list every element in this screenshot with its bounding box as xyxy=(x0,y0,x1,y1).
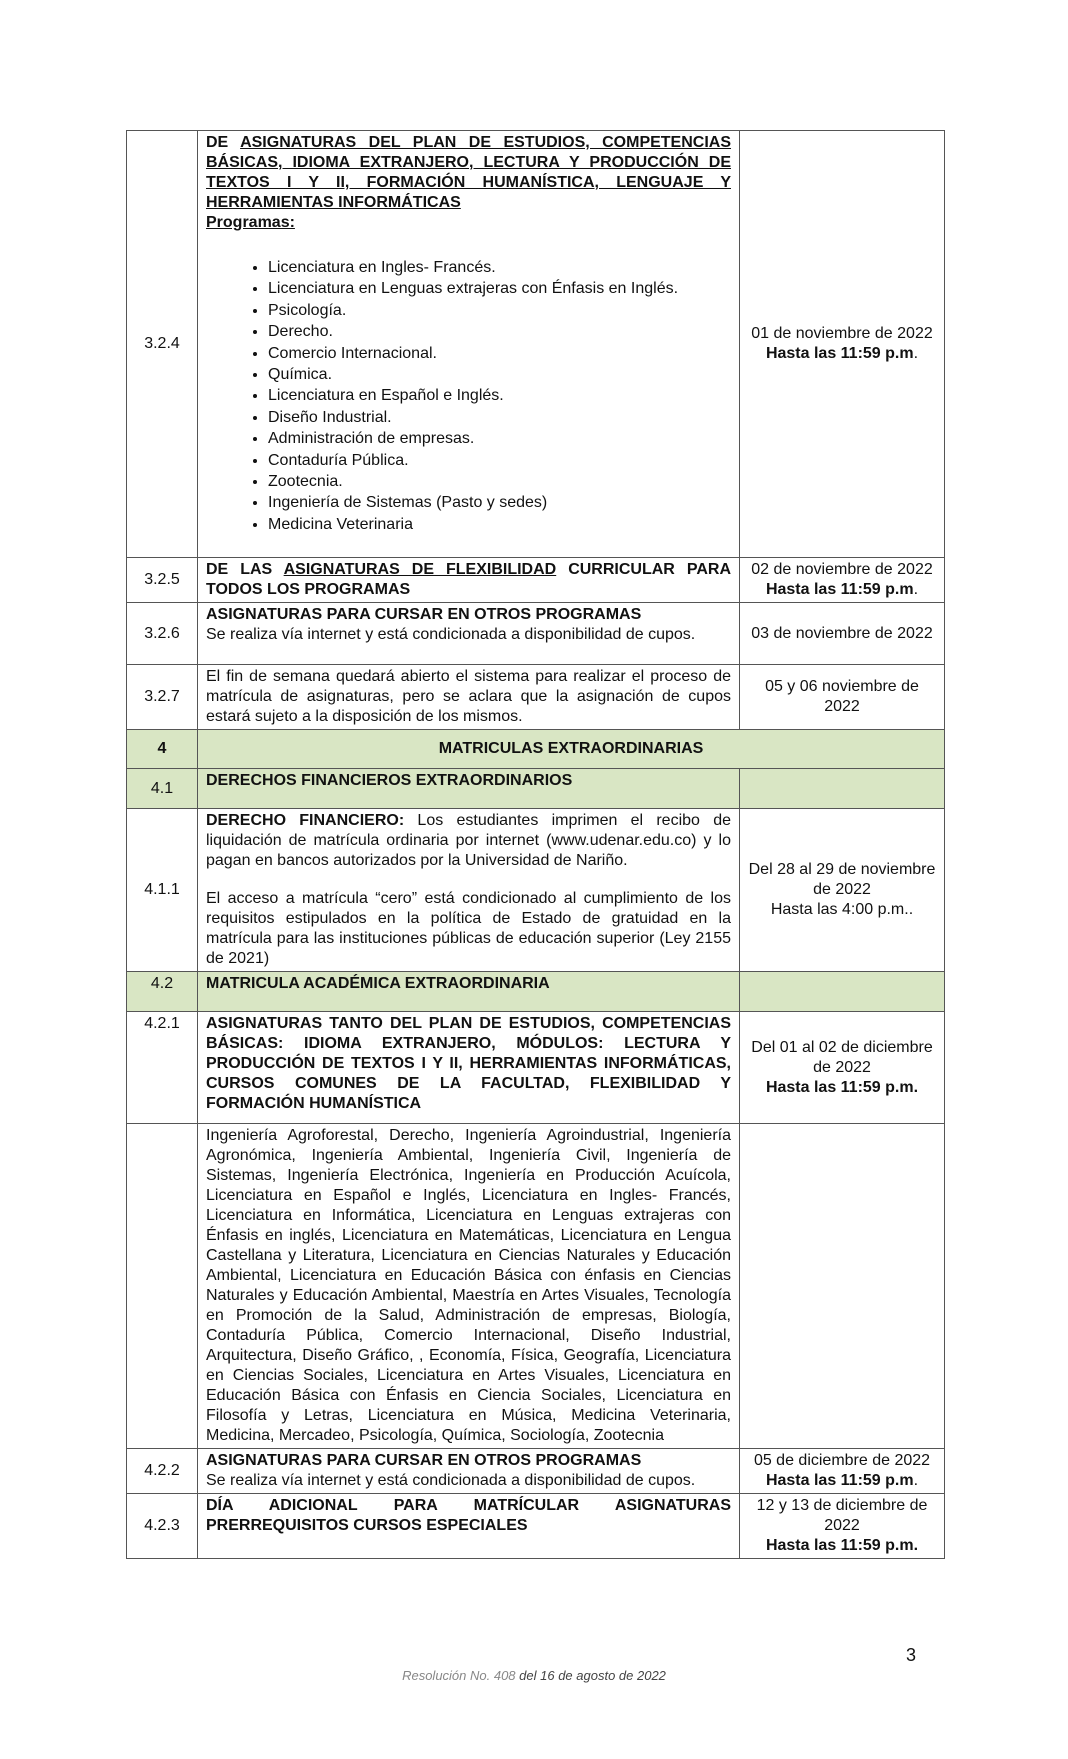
subsection-title: DERECHOS FINANCIEROS EXTRAORDINARIOS xyxy=(198,769,740,809)
list-item: • Zootecnia. xyxy=(268,471,731,492)
heading-underlined: ASIGNATURAS DE FLEXIBILIDAD xyxy=(283,561,557,579)
section-title: MATRICULAS EXTRAORDINARIAS xyxy=(198,730,945,769)
row-date: 05 de diciembre de 2022 Hasta las 11:59 p.m. xyxy=(740,1449,945,1494)
list-item: • Diseño Industrial. xyxy=(268,407,731,428)
subsection-code: 4.2 xyxy=(127,972,198,1012)
page-number: 3 xyxy=(906,1645,917,1665)
row-date xyxy=(740,809,945,972)
list-item: • Administración de empresas. xyxy=(268,428,731,449)
row-date xyxy=(740,1012,945,1124)
date-line: Del 01 al 02 de diciembre de 2022 xyxy=(751,1038,933,1076)
heading-underlined: ASIGNATURAS DEL PLAN DE ESTUDIOS, COMPETENCIAS BÁSICAS, IDIOMA EXTRANJERO, LECTURA Y PRODUCCIÓN DE TEXTOS I Y II, FORMACIÓN HUMANÍSTICA, LENGUAJE Y HERRAMIENTAS INFORMÁTICAS xyxy=(206,134,732,211)
row-heading: ASIGNATURAS TANTO DEL PLAN DE ESTUDIOS, COMPETENCIAS BÁSICAS: IDIOMA EXTRANJERO, MÓDULOS: LECTURA Y PRODUCCIÓN DE TEXTOS I Y II, HERRAMIENTAS INFORMÁTICAS, CURSOS COMUNES DE LA FACULTAD, FLEXIBILIDAD Y FORMACIÓN HUMANÍSTICA xyxy=(198,1012,740,1124)
date-line: 02 de noviembre de 2022 xyxy=(751,561,933,579)
section-code: 4 xyxy=(127,730,198,769)
row-description xyxy=(198,603,740,665)
row-code: 3.2.7 xyxy=(127,665,198,730)
row-code: 4.2.2 xyxy=(127,1449,198,1494)
subsection-row xyxy=(127,972,945,1012)
table-row xyxy=(127,809,945,972)
date-deadline: Hasta las 11:59 p.m xyxy=(765,345,914,363)
page-footer xyxy=(0,1668,1068,1683)
date-deadline: Hasta las 4:00 p.m.. xyxy=(770,901,914,919)
row-heading: ASIGNATURAS PARA CURSAR EN OTROS PROGRAMAS xyxy=(206,606,642,624)
table-row xyxy=(127,1012,945,1124)
row-date: 05 y 06 noviembre de 2022 xyxy=(740,665,945,730)
empty-cell xyxy=(740,972,945,1012)
list-item: • Ingeniería de Sistemas (Pasto y sedes) xyxy=(268,492,731,513)
subsection-row xyxy=(127,769,945,809)
date-line: 12 y 13 de diciembre de 2022 xyxy=(756,1497,928,1535)
footer-date: del 16 de agosto de 2022 xyxy=(515,1668,666,1683)
row-text: Se realiza vía internet y está condicionada a disponibilidad de cupos. xyxy=(206,1472,696,1490)
date-line: 01 de noviembre de 2022 xyxy=(751,325,933,343)
schedule-table xyxy=(126,130,945,1559)
table-row xyxy=(127,1124,945,1449)
subsection-code: 4.1 xyxy=(127,769,198,809)
date-deadline: Hasta las 11:59 p.m. xyxy=(765,1078,919,1096)
heading-prefix: DE xyxy=(206,134,241,151)
row-code: 4.2.1 xyxy=(127,1012,198,1124)
subsection-title: MATRICULA ACADÉMICA EXTRAORDINARIA xyxy=(198,972,740,1012)
row-code: 4.1.1 xyxy=(127,809,198,972)
row-text: El fin de semana quedará abierto el sistema para realizar el proceso de matrícula de asignaturas, pero se aclara que la asignación de cupos estará sujeto a la disposición de los mismos. xyxy=(198,665,740,730)
date-deadline: Hasta las 11:59 p.m xyxy=(765,1472,914,1490)
list-item: • Licenciatura en Español e Inglés. xyxy=(268,385,731,406)
list-item: • Medicina Veterinaria xyxy=(268,514,731,535)
list-item: • Psicología. xyxy=(268,300,731,321)
date-deadline: Hasta las 11:59 p.m. xyxy=(765,1537,919,1555)
row-description xyxy=(198,131,740,558)
table-row xyxy=(127,1449,945,1494)
row-label: DERECHO FINANCIERO: xyxy=(206,812,405,830)
empty-cell xyxy=(127,1124,198,1449)
row-description xyxy=(198,1449,740,1494)
list-item: • Licenciatura en Ingles- Francés. xyxy=(268,257,731,278)
section-row xyxy=(127,730,945,769)
row-description: DE LAS ASIGNATURAS DE FLEXIBILIDAD CURRICULAR PARA TODOS LOS PROGRAMAS xyxy=(198,558,740,603)
row-description xyxy=(198,809,740,972)
list-item: • Licenciatura en Lenguas extrajeras con Énfasis en Inglés. xyxy=(268,278,731,299)
empty-cell xyxy=(740,1124,945,1449)
list-item: • Comercio Internacional. xyxy=(268,343,731,364)
row-code: 3.2.4 xyxy=(127,131,198,558)
footer-resolution: Resolución No. 408 xyxy=(402,1668,516,1683)
list-item: • Contaduría Pública. xyxy=(268,450,731,471)
programs-paragraph: Ingeniería Agroforestal, Derecho, Ingeniería Agroindustrial, Ingeniería Agronómica, Ingeniería Ambiental, Ingeniería Civil, Ingeniería de Sistemas, Ingeniería Electrónica, Ingeniería en Producción Acuícola, Licenciatura en Español e Inglés, Licenciatura en Ingles- Francés, Licenciatura en Informática, Licenciatura en Lenguas extrajeras con Énfasis en inglés, Licenciatura en Matemáticas, Licenciatura en Lengua Castellana y Literatura, Licenciatura en Ciencias Naturales y Educación Ambiental, Licenciatura en Educación Básica con énfasis en Ciencias Naturales y Educación Ambiental, Maestría en Artes Visuales, Tecnología en Promoción de la Salud, Administración de empresas, Biología, Contaduría Pública, Comercio Internacional, Diseño Industrial, Arquitectura, Diseño Gráfico, , Economía, Física, Geografía, Licenciatura en Ciencias Sociales, Licenciatura en Artes Visuales, Licenciatura en Educación Básica con Énfasis en Ciencia Sociales, Licenciatura en Filosofía y Letras, Licenciatura en Música, Medicina Veterinaria, Medicina, Mercadeo, Psicología, Química, Sociología, Zootecnia xyxy=(198,1124,740,1449)
row-text: Los estudiantes imprimen el recibo de liquidación de matrícula ordinaria por internet (www.udenar.edu.co) y lo pagan en bancos autorizados por la Universidad de Nariño. xyxy=(206,812,731,870)
row-code: 4.2.3 xyxy=(127,1494,198,1559)
row-code: 3.2.5 xyxy=(127,558,198,603)
row-date xyxy=(740,1494,945,1559)
row-date: 01 de noviembre de 2022 Hasta las 11:59 p.m. xyxy=(740,131,945,558)
row-heading: ASIGNATURAS PARA CURSAR EN OTROS PROGRAMAS xyxy=(206,1452,642,1470)
list-item: • Química. xyxy=(268,364,731,385)
row-text: El acceso a matrícula “cero” está condicionado al cumplimiento de los requisitos estipulados en la política de Estado de gratuidad en la matrícula para las instituciones públicas de educación superior (Ley 2155 de 2021) xyxy=(206,890,731,968)
date-line: Del 28 al 29 de noviembre de 2022 xyxy=(748,861,936,899)
table-row xyxy=(127,665,945,730)
table-row xyxy=(127,131,945,558)
table-row xyxy=(127,558,945,603)
list-item: • Derecho. xyxy=(268,321,731,342)
row-code: 3.2.6 xyxy=(127,603,198,665)
programs-list xyxy=(206,257,731,535)
row-date: 03 de noviembre de 2022 xyxy=(740,603,945,665)
row-heading: DÍA ADICIONAL PARA MATRÍCULAR ASIGNATURAS PRERREQUISITOS CURSOS ESPECIALES xyxy=(198,1494,740,1559)
table-row xyxy=(127,1494,945,1559)
empty-cell xyxy=(740,769,945,809)
date-line: 05 de diciembre de 2022 xyxy=(753,1452,931,1470)
programs-label: Programas: xyxy=(206,214,295,231)
row-text: Se realiza vía internet y está condicionada a disponibilidad de cupos. xyxy=(206,626,696,644)
date-deadline: Hasta las 11:59 p.m xyxy=(765,581,914,599)
table-row xyxy=(127,603,945,665)
row-date: 02 de noviembre de 2022 Hasta las 11:59 p.m. xyxy=(740,558,945,603)
